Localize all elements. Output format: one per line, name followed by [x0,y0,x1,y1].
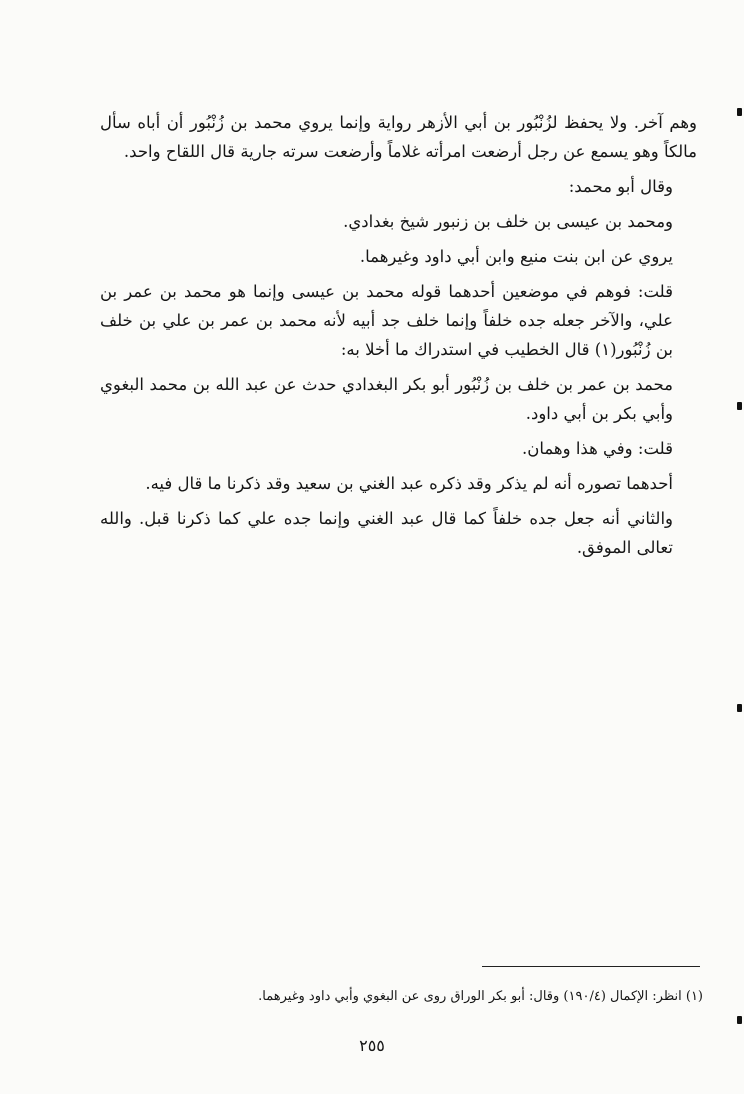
paragraph: والثاني أنه جعل جده خلفاً كما قال عبد الغني وإنما جده علي كما ذكرنا قبل. والله تعالى الموفق. [100,509,673,557]
paragraph: قلت: وفي هذا وهمان. [522,439,673,458]
scan-edge-mark [737,402,742,410]
scan-edge-mark [737,1016,742,1024]
paragraph: يروي عن ابن بنت منيع وابن أبي داود وغيرهما. [359,247,673,266]
footnote: (١) انظر: الإكمال (١٩٠/٤) وقال: أبو بكر الوراق روى عن البغوي وأبي داود وغيرهما. [258,989,703,1004]
paragraph: وهم آخر. ولا يحفظ لزُنْبُور بن أبي الأزهر رواية وإنما يروي محمد بن زُنْبُور أن أباه سأل مالكاً وهو يسمع عن رجل أرضعت امرأته غلاماً وأرضعت سرته جارية قال اللقاح واحد. [100,113,697,161]
paragraph: محمد بن عمر بن خلف بن زُنْبُور أبو بكر البغدادي حدث عن عبد الله بن محمد البغوي وأبي بكر بن أبي داود. [100,375,673,423]
scan-edge-mark [737,704,742,712]
paragraph: أحدهما تصوره أنه لم يذكر وقد ذكره عبد الغني بن سعيد وقد ذكرنا ما قال فيه. [145,474,673,493]
main-text [100,108,697,568]
paragraph: ومحمد بن عيسى بن خلف بن زنبور شيخ بغدادي. [343,212,673,231]
page-number: ٢٥٥ [359,1036,385,1055]
scan-edge-mark [737,108,742,116]
paragraph: قلت: فوهم في موضعين أحدهما قوله محمد بن عيسى وإنما هو محمد بن عمر بن علي، والآخر جعله جده خلفاً وإنما خلف جد أبيه لأنه محمد بن عمر بن علي بن خلف بن زُنْبُور(١) قال الخطيب في استدراك ما أخلا به: [100,282,673,359]
paragraph: وقال أبو محمد: [568,177,673,196]
footnote-divider [482,966,700,967]
